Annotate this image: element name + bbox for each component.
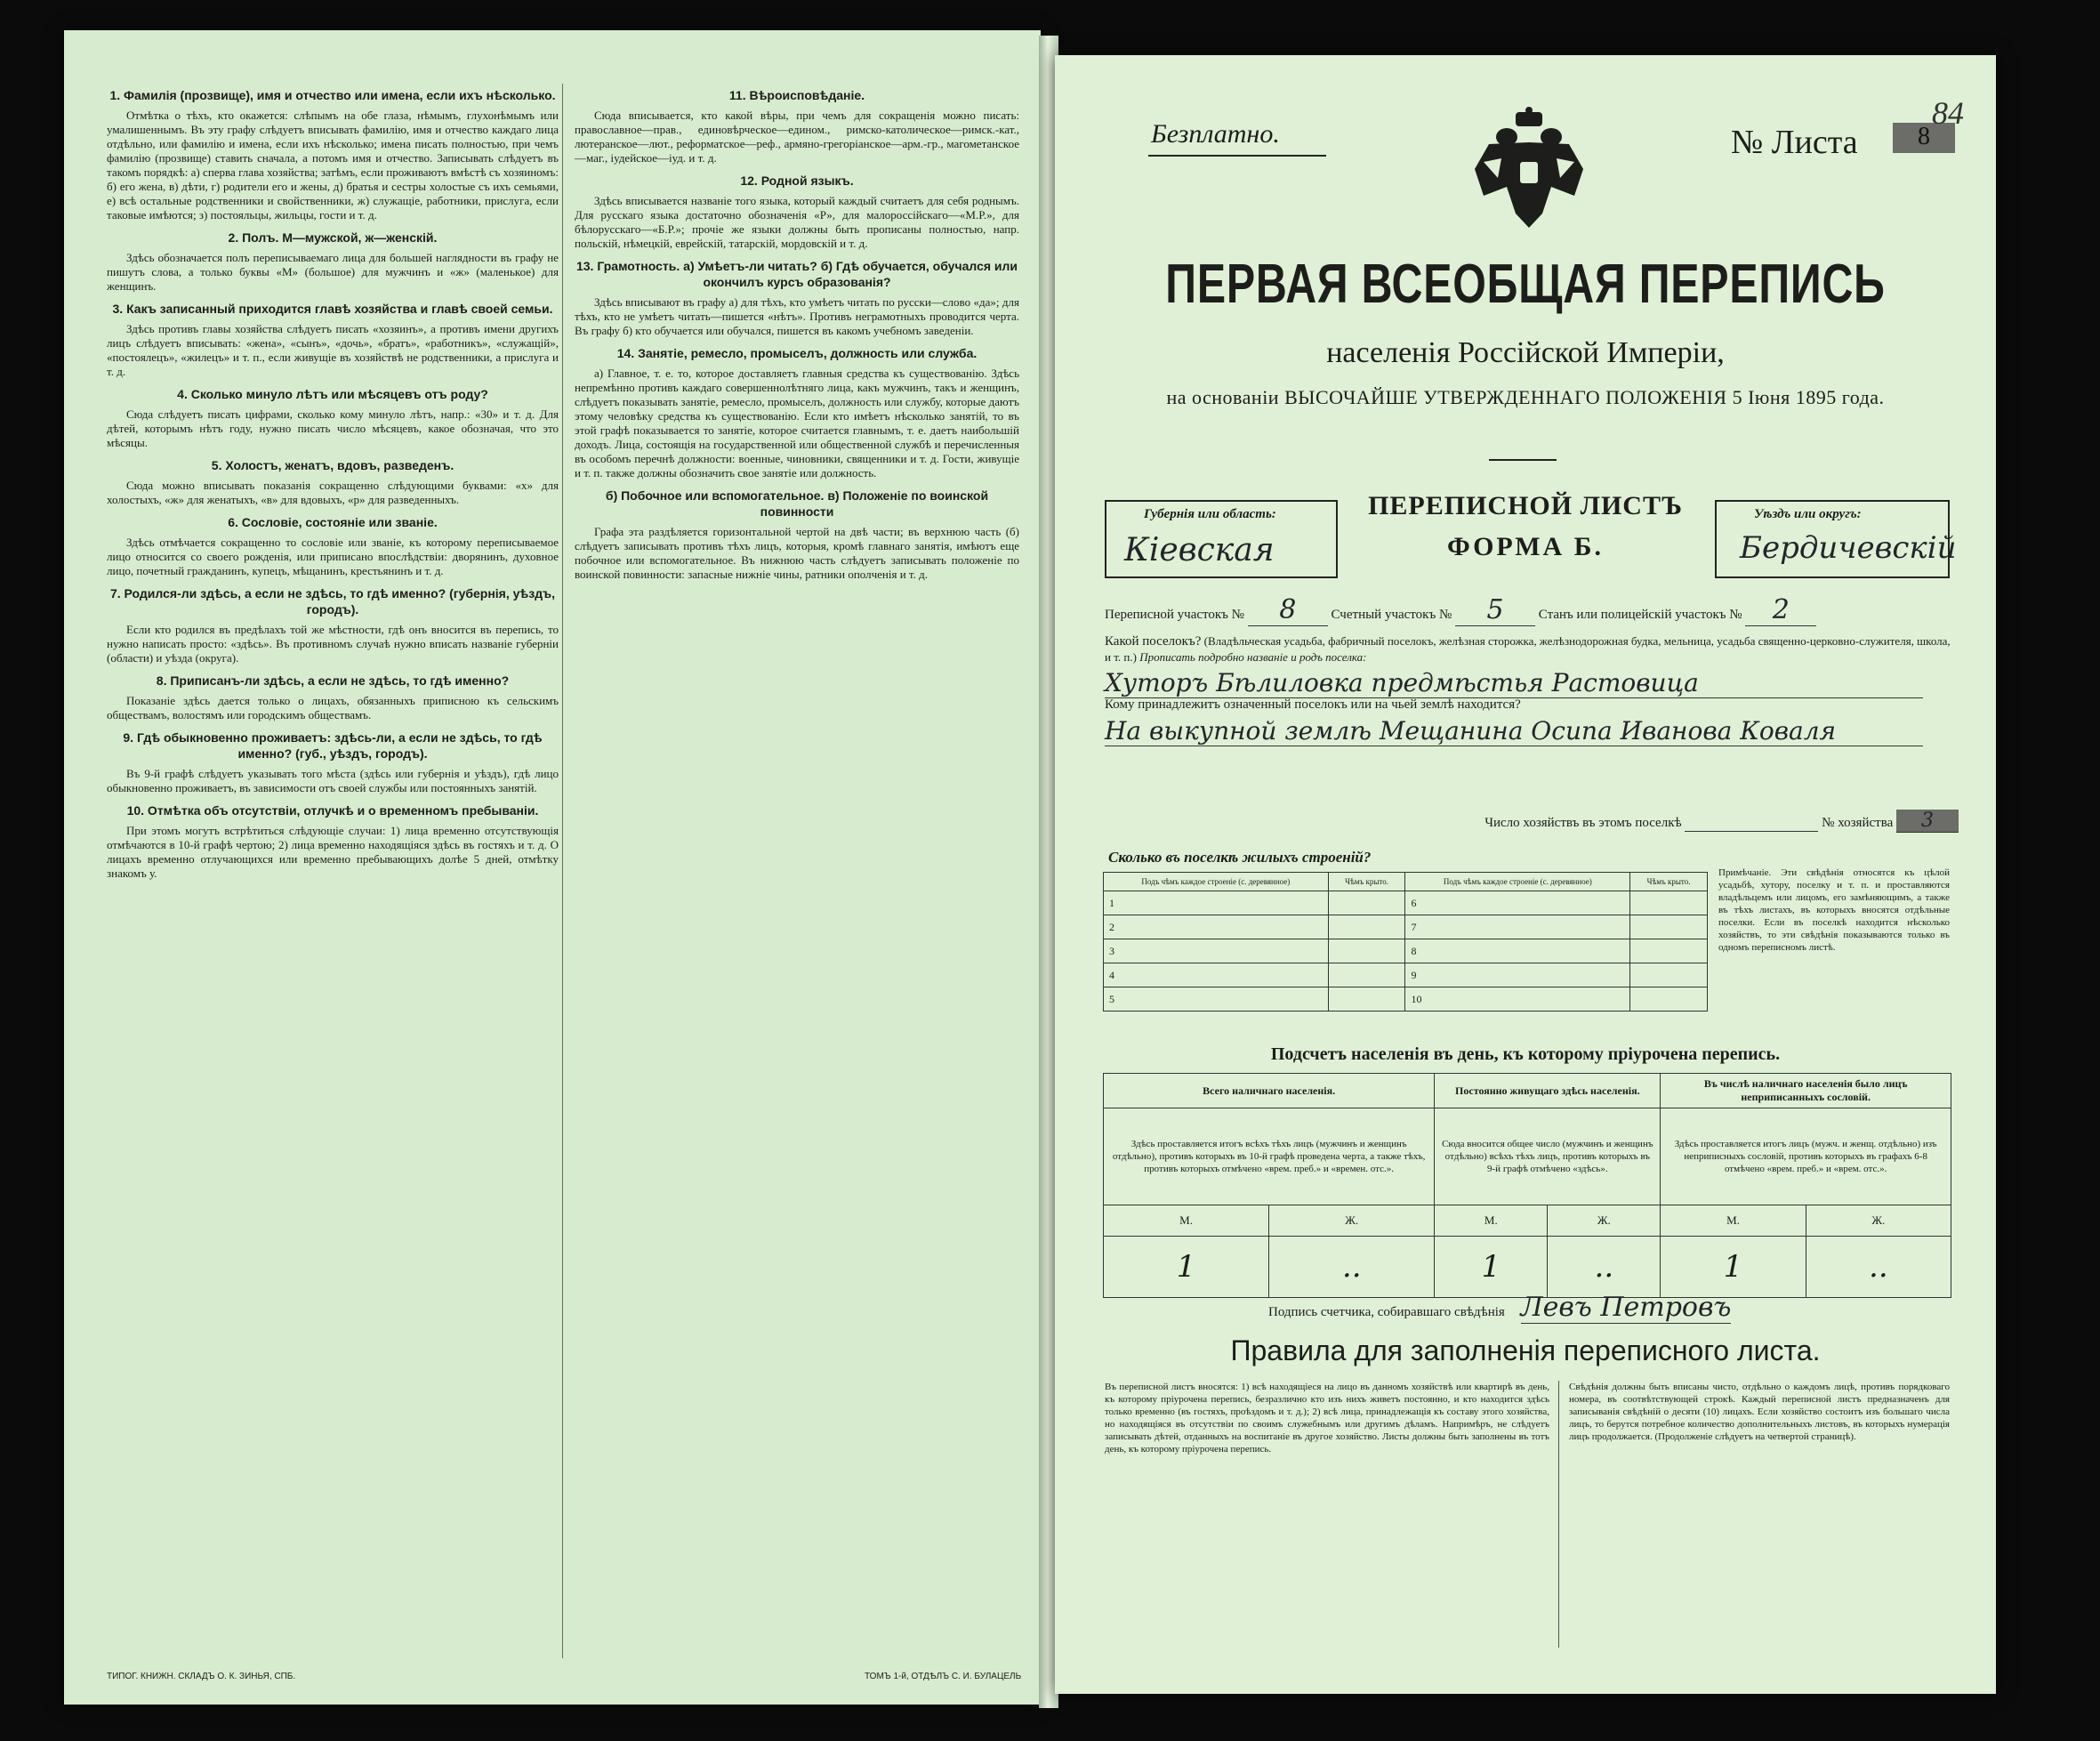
settlement-label: Какой поселокъ?: [1105, 634, 1202, 649]
instruction-text: Сюда вписывается, кто какой вѣры, при чемъ для сокращенія можно писать: православное—прав., единовѣрческое—едином., римско-католическое—римск.-кат., лютеранское—лют., реформатское—реф., армяно-грегоріанское—арм.-гр., магометанское—маг., іудейское—іуд. и т. д.: [575, 109, 1019, 165]
instruction-text: Здѣсь обозначается полъ переписываемаго лица для большей наглядности въ графу не пишутъ слова, а только буквы «М» (большое) для мужчинъ и «ж» (маленькое) для женщинъ.: [107, 251, 559, 293]
table-row: [1104, 963, 1708, 987]
column-divider: [562, 84, 563, 1658]
archive-page-number: 84: [1932, 95, 1964, 131]
sex-header: Ж.: [1269, 1205, 1435, 1237]
printer-footer: ТИПОГ. КНИЖН. СКЛАДЪ О. К. ЗИНЬЯ, СПБ.: [107, 1672, 296, 1681]
buildings-cell: 7: [1405, 915, 1630, 939]
left-page: [64, 30, 1041, 1705]
count-header: Въ числѣ наличнаго населенія было лицъ неприписанныхъ сословій.: [1661, 1074, 1951, 1108]
owner-value[interactable]: На выкупной землѣ Мещанина Осипа Иванова Коваля: [1105, 716, 1923, 746]
buildings-cell: 5: [1104, 987, 1329, 1012]
households-count-label: Число хозяйствъ въ этомъ поселкѣ: [1484, 816, 1682, 830]
instruction-text: Графа эта раздѣляется горизонтальной чертой на двѣ части; въ верхнюю часть (б) слѣдуетъ записывать противъ тѣхъ лицъ, которыя, кромѣ главнаго занятія, имѣютъ еще побочное или вспомогательное. Въ нижнюю часть слѣдуетъ записывать положеніе по воинской повинности: запасные нижніе чины, ратники ополченія и т. д.: [575, 525, 1019, 581]
instruction-text: Сюда можно вписывать показанія сокращенно слѣдующими буквами: «х» для холостыхъ, «ж» для женатыхъ, «в» для вдовыхъ, «р» для разведенныхъ.: [107, 479, 559, 506]
instructions-column-right: [575, 84, 1019, 589]
imperial-eagle-crest-icon: [1471, 107, 1587, 231]
buildings-cell: 8: [1405, 939, 1630, 963]
buildings-cell[interactable]: [1630, 987, 1708, 1012]
instruction-heading: 9. Гдѣ обыкновенно проживаетъ: здѣсь-ли, а если не здѣсь, то гдѣ именно? (губ., уѣздъ, городъ).: [123, 730, 543, 761]
buildings-cell[interactable]: [1328, 987, 1405, 1012]
population-count-table: [1103, 1073, 1951, 1298]
table-row: [1104, 987, 1708, 1012]
bld-header: Подъ чѣмъ каждое строеніе (с. деревянное): [1405, 873, 1630, 891]
buildings-cell[interactable]: [1630, 915, 1708, 939]
instruction-text: Здѣсь вписывается названіе того языка, который каждый считаетъ для себя роднымъ. Для русскаго языка достаточно обозначенія «Р», для малороссійскаго—«М.Р.», для бѣлорусскаго—«Б.Р.»; прочіе же языки должны быть прописаны полностью, напр. польскій, нѣмецкій, еврейскій, татарскій, мордовскій и т. д.: [575, 194, 1019, 250]
table-row: [1104, 915, 1708, 939]
sex-header: Ж.: [1548, 1205, 1661, 1237]
instruction-heading: 6. Сословіе, состояніе или званіе.: [228, 515, 438, 529]
instruction-heading: 5. Холостъ, женатъ, вдовъ, разведенъ.: [211, 458, 455, 472]
instruction-text: Сюда слѣдуетъ писать цифрами, сколько кому минуло лѣтъ, напр.: «30» и т. д. Для дѣтей, которымъ нѣтъ году, нужно писать число мѣсяцевъ, какое обозначая, что это мѣсяцы.: [107, 407, 559, 449]
instruction-text: Показаніе здѣсь дается только о лицахъ, обязанныхъ приписною къ сельскимъ обществамъ, волостямъ или городскимъ обществамъ.: [107, 694, 559, 721]
count-description: Сюда вносится общее число (мужчинъ и женщинъ отдѣльно) всѣхъ тѣхъ лицъ, противъ которыхъ въ 9-й графѣ отмѣчено «здѣсь».: [1435, 1108, 1661, 1205]
count-description: Здѣсь проставляется итогъ всѣхъ тѣхъ лицъ (мужчинъ и женщинъ отдѣльно), противъ которыхъ въ 10-й графѣ проведена черта, а также тѣхъ, противъ которыхъ отмѣчено «врем. преб.» и «времен. отс.».: [1104, 1108, 1435, 1205]
buildings-cell: 6: [1405, 891, 1630, 915]
sex-header: Ж.: [1806, 1205, 1951, 1237]
buildings-cell: 10: [1405, 987, 1630, 1012]
police-district-label: Станъ или полицейскій участокъ №: [1538, 608, 1742, 622]
owner-label: Кому принадлежитъ означенный поселокъ или на чьей землѣ находится?: [1105, 697, 1521, 712]
census-district-label: Переписной участокъ №: [1105, 608, 1244, 622]
buildings-cell: 9: [1405, 963, 1630, 987]
signature-value[interactable]: Левъ Петровъ: [1520, 1292, 1732, 1323]
counting-district-value[interactable]: 5: [1455, 594, 1535, 626]
census-subtitle: населенія Россійской Имперіи,: [1326, 336, 1725, 369]
settlement-row: [1105, 633, 1959, 698]
instruction-text: Здѣсь вписывают въ графу а) для тѣхъ, кто умѣетъ читать по русски—слово «да»; для тѣхъ, кто не умѣетъ читать—пишется «нѣтъ». Противъ неграмотныхъ проводится черта. Въ графу б) кто обучается или обучался, пишется въ какомъ учебномъ заведеніи.: [575, 295, 1019, 337]
form-title: ПЕРЕПИСНОЙ ЛИСТЪ: [1368, 491, 1683, 520]
settlement-note: (Владѣльческая усадьба, фабричный поселокъ, желѣзная сторожка, желѣзнодорожная будка, мельница, усадьба священно-церковно-служителя, школа, и т. п.): [1105, 634, 1951, 664]
table-row: [1104, 891, 1708, 915]
buildings-cell: 1: [1104, 891, 1329, 915]
owner-row: [1105, 697, 1959, 746]
instruction-text: При этомъ могутъ встрѣтиться слѣдующіе случаи: 1) лица временно отсутствующія отмѣчаются в 10-й графѣ чертою; 2) лица временно находящіяся здѣсь въ гостяхъ и т. д. О лицахъ временно отлучающихся или временно пребывающихъ долѣе 5 дней, отмѣтку знакомъ у.: [107, 824, 559, 880]
instruction-heading: б) Побочное или вспомогательное. в) Положеніе по воинской повинности: [605, 488, 989, 519]
table-row: [1104, 939, 1708, 963]
form-subtitle: ФОРМА Б.: [1446, 532, 1605, 561]
household-number-label: № хозяйства: [1822, 816, 1894, 830]
bld-header: Чѣмъ крыто.: [1630, 873, 1708, 891]
instruction-heading: 8. Приписанъ-ли здѣсь, а если не здѣсь, то гдѣ именно?: [156, 673, 510, 688]
instruction-text: Въ 9-й графѣ слѣдуетъ указывать того мѣста (здѣсь или губернія и уѣздъ), гдѣ лицо обыкновенно проживаетъ, въ зависимости отъ своей службы или постоянныхъ занятій.: [107, 767, 559, 794]
buildings-cell[interactable]: [1328, 915, 1405, 939]
census-district-value[interactable]: 8: [1248, 594, 1328, 626]
buildings-cell[interactable]: [1630, 939, 1708, 963]
instruction-heading: 14. Занятіе, ремесло, промыселъ, должность или служба.: [616, 346, 978, 360]
rules-column-right: Свѣдѣнія должны быть вписаны чисто, отдѣльно о каждомъ лицѣ, противъ порядковаго номера, въ соотвѣтствующей строкѣ. Каждый переписной листъ предназначенъ для записыванія свѣдѣній о десяти (10) лицахъ. Если хозяйство состоитъ изъ большаго числа лицъ, то берутся потребное количество дополнительныхъ листовъ, въ которыхъ нумерація лицъ продолжается. (Продолженіе слѣдуетъ на четвертой страницѣ).: [1569, 1382, 1950, 1442]
instruction-text: Если кто родился въ предѣлахъ той же мѣстности, гдѣ онъ вносится въ перепись, то нужно написать просто: «здѣсь». Въ противномъ случаѣ нужно вписать названіе губерніи (области) и уѣзда (округа).: [107, 623, 559, 665]
sex-header: М.: [1435, 1205, 1548, 1237]
count-header: Всего наличнаго населенія.: [1104, 1074, 1435, 1108]
count-value[interactable]: 1: [1435, 1237, 1548, 1298]
buildings-cell[interactable]: [1328, 963, 1405, 987]
buildings-cell[interactable]: [1328, 891, 1405, 915]
instruction-heading: 10. Отмѣтка объ отсутствіи, отлучкѣ и о временномъ пребываніи.: [126, 803, 539, 818]
buildings-note: Примѣчаніе. Эти свѣдѣнія относятся къ цѣлой усадьбѣ, хутору, поселку и т. п. и проставляются владѣльцемъ или лицомъ, его замѣняющимъ, а также въ тѣхъ листахъ, въ которыхъ вносятся отдѣльные поселки. Если въ поселкѣ находится нѣсколько хозяйствъ, то эти свѣдѣнія показываются только въ одномъ переписномъ листѣ.: [1718, 867, 1950, 953]
sex-header: М.: [1104, 1205, 1269, 1237]
instruction-text: Здѣсь противъ главы хозяйства слѣдуетъ писать «хозяинъ», а противъ имени другихъ лицъ слѣдуетъ вписывать: «жена», «сынъ», «дочь», «братъ», «работникъ», «служащій», «постоялецъ», «жилецъ» и т. п., если живущіе въ хозяйствѣ не родственники, а прислуга и т. д.: [107, 322, 559, 378]
uezd-value[interactable]: Бердичевскій: [1740, 530, 1957, 566]
rules-title: Правила для заполненія переписного листа.: [1230, 1334, 1821, 1366]
title-rule: [1489, 459, 1557, 461]
count-value[interactable]: 1: [1661, 1237, 1806, 1298]
sex-header: М.: [1661, 1205, 1806, 1237]
buildings-cell[interactable]: [1630, 891, 1708, 915]
instruction-heading: 4. Сколько минуло лѣтъ или мѣсяцевъ отъ роду?: [177, 387, 488, 401]
rules-column-left: Въ переписной листъ вносятся: 1) всѣ находящіеся на лицо въ данномъ хозяйствѣ или квартирѣ въ день, къ которому пріурочена перепись, безразлично кто изъ нихъ живетъ постоянно, и кто находится здѣсь только временно (въ гостяхъ, проѣздомъ и т. д.); 2) всѣ лица, принадлежащія къ составу этого хозяйства, но находящіяся въ отсутствіи по своимъ служебнымъ или другимъ дѣламъ. Напримѣръ, не слѣдуетъ записывать дѣтей, отданныхъ на воспитаніе въ другое хозяйство. Листы должны быть заполнены въ тотъ день, къ которому пріурочена перепись.: [1105, 1382, 1549, 1455]
instruction-heading: 7. Родился-ли здѣсь, а если не здѣсь, то гдѣ именно? (губернія, уѣздъ, городъ).: [109, 586, 556, 617]
instruction-text: а) Главное, т. е. то, которое доставляетъ главныя средства къ существованію. Здѣсь непремѣнно противъ каждаго совершеннолѣтняго лица, какъ мужчинъ, такъ и женщинъ, слѣдуетъ показывать занятіе, ремесло, промыселъ, должность или службу, которые даютъ этому человѣку средства къ существованію. Если кто имѣетъ нѣсколько занятій, то въ этой графѣ показывается то занятіе, которое считается главнымъ, т. е. даетъ наибольшій доходъ. Лица, состоящія на государственной или общественной службѣ и перечисленныя въ особомъ перечнѣ должности: военные, чиновники, священники и т. д. Гости, живущіе и т. п. также должны обозначить свое занятіе или должность.: [575, 367, 1019, 480]
bld-header: Чѣмъ крыто.: [1328, 873, 1405, 891]
sheet-number-value: 8: [1893, 123, 1955, 153]
free-label: Безплатно.: [1151, 119, 1280, 149]
instruction-heading: 12. Родной языкъ.: [740, 173, 854, 188]
buildings-cell: 3: [1104, 939, 1329, 963]
settlement-value[interactable]: Хуторъ Бѣлиловка предмѣстья Растовица: [1105, 668, 1923, 698]
households-row: [1105, 810, 1959, 833]
buildings-title: Сколько въ поселкѣ жилыхъ строеній?: [1108, 849, 1372, 866]
signature-label: Подпись счетчика, собиравшаго свѣдѣнія: [1268, 1305, 1505, 1319]
count-value[interactable]: 1: [1104, 1237, 1269, 1298]
decree-line: на основаніи ВЫСОЧАЙШЕ УТВЕРЖДЕННАГО ПОЛОЖЕНІЯ 5 Іюня 1895 года.: [1166, 386, 1885, 408]
instructions-column-left: [107, 84, 559, 888]
buildings-table: [1103, 872, 1708, 1012]
instruction-heading: 1. Фамилія (прозвище), имя и отчество или имена, если ихъ нѣсколько.: [109, 88, 556, 102]
instruction-heading: 13. Грамотность. а) Умѣетъ-ли читать? б) Гдѣ обучается, обучался или окончилъ курсъ образованія?: [575, 259, 1018, 289]
free-underline: [1148, 155, 1326, 157]
bld-header: Подъ чѣмъ каждое строеніе (с. деревянное): [1104, 873, 1329, 891]
guberniya-value[interactable]: Кіевская: [1124, 532, 1275, 568]
printer-footer-right: ТОМЪ 1-й, ОТДѢЛЪ С. И. БУЛАЦЕЛЬ: [865, 1672, 1022, 1681]
district-row: [1105, 594, 1959, 626]
buildings-cell[interactable]: [1328, 939, 1405, 963]
instruction-heading: 11. Вѣроисповѣданіе.: [728, 88, 865, 102]
sheet-number-label: № Листа: [1731, 124, 1858, 161]
signature-row: [1268, 1292, 1731, 1324]
count-value[interactable]: ..: [1806, 1237, 1951, 1298]
police-district-value[interactable]: 2: [1745, 594, 1816, 626]
count-header: Постоянно живущаго здѣсь населенія.: [1435, 1074, 1661, 1108]
buildings-cell: 4: [1104, 963, 1329, 987]
census-title: ПЕРВАЯ ВСЕОБЩАЯ ПЕРЕПИСЬ: [1165, 254, 1886, 315]
rules-divider: [1558, 1381, 1559, 1648]
instruction-text: Здѣсь отмѣчается сокращенно то сословіе или званіе, къ которому переписываемое лицо относится со своего рожденія, или приписано впослѣдствіи: дворянинъ, духовное лицо, почетный гражданинъ, купецъ, мѣщанинъ, крестьянинъ и т. д.: [107, 536, 559, 577]
count-value[interactable]: ..: [1548, 1237, 1661, 1298]
population-count-title: Подсчетъ населенія въ день, къ которому пріурочена перепись.: [1270, 1044, 1781, 1064]
guberniya-label: Губернія или область:: [1144, 507, 1276, 521]
instruction-heading: 2. Полъ. М—мужской, ж—женскій.: [228, 230, 438, 245]
uezd-label: Уѣздъ или округъ:: [1754, 507, 1862, 521]
settlement-name-note: Прописать подробно названіе и родъ поселка:: [1139, 650, 1367, 664]
census-form-page: [1055, 55, 1996, 1694]
count-description: Здѣсь проставляется итогъ лицъ (мужч. и женщ. отдѣльно) изъ неприписныхъ сословій, противъ которыхъ въ графахъ 6-8 отмѣчено «врем. преб.» и «врем. отс.».: [1661, 1108, 1951, 1205]
count-value[interactable]: ..: [1269, 1237, 1435, 1298]
buildings-cell: 2: [1104, 915, 1329, 939]
instruction-text: Отмѣтка о тѣхъ, кто окажется: слѣпымъ на обе глаза, нѣмымъ, глухонѣмымъ или умалишеннымъ. Въ эту графу слѣдуетъ вписывать фамилію, имя и отчество каждаго лица отдѣльно, или фамилію и имена, если ихъ нѣсколько; имена писать полностью, при чемъ фамилію (прозвище) ставить сначала, а потомъ имя и отчество. Записывать слѣдуетъ въ такомъ порядкѣ: а) сперва глава хозяйства; затѣмъ, если проживаютъ вмѣстѣ съ хозяиномъ: б) его жена, в) дѣти, г) родители его и жены, д) братья и сестры холостые съ ихъ семьями, е) всѣ остальные родственники и свойственники, ж) служащіе, работники, прислуга, если таковые имѣются; з) постояльцы, жильцы, гости и т. д.: [107, 109, 559, 222]
household-number-value[interactable]: 3: [1896, 810, 1959, 833]
counting-district-label: Счетный участокъ №: [1331, 608, 1452, 622]
buildings-cell[interactable]: [1630, 963, 1708, 987]
instruction-heading: 3. Какъ записанный приходится главѣ хозяйства и главѣ своей семьи.: [112, 302, 553, 316]
